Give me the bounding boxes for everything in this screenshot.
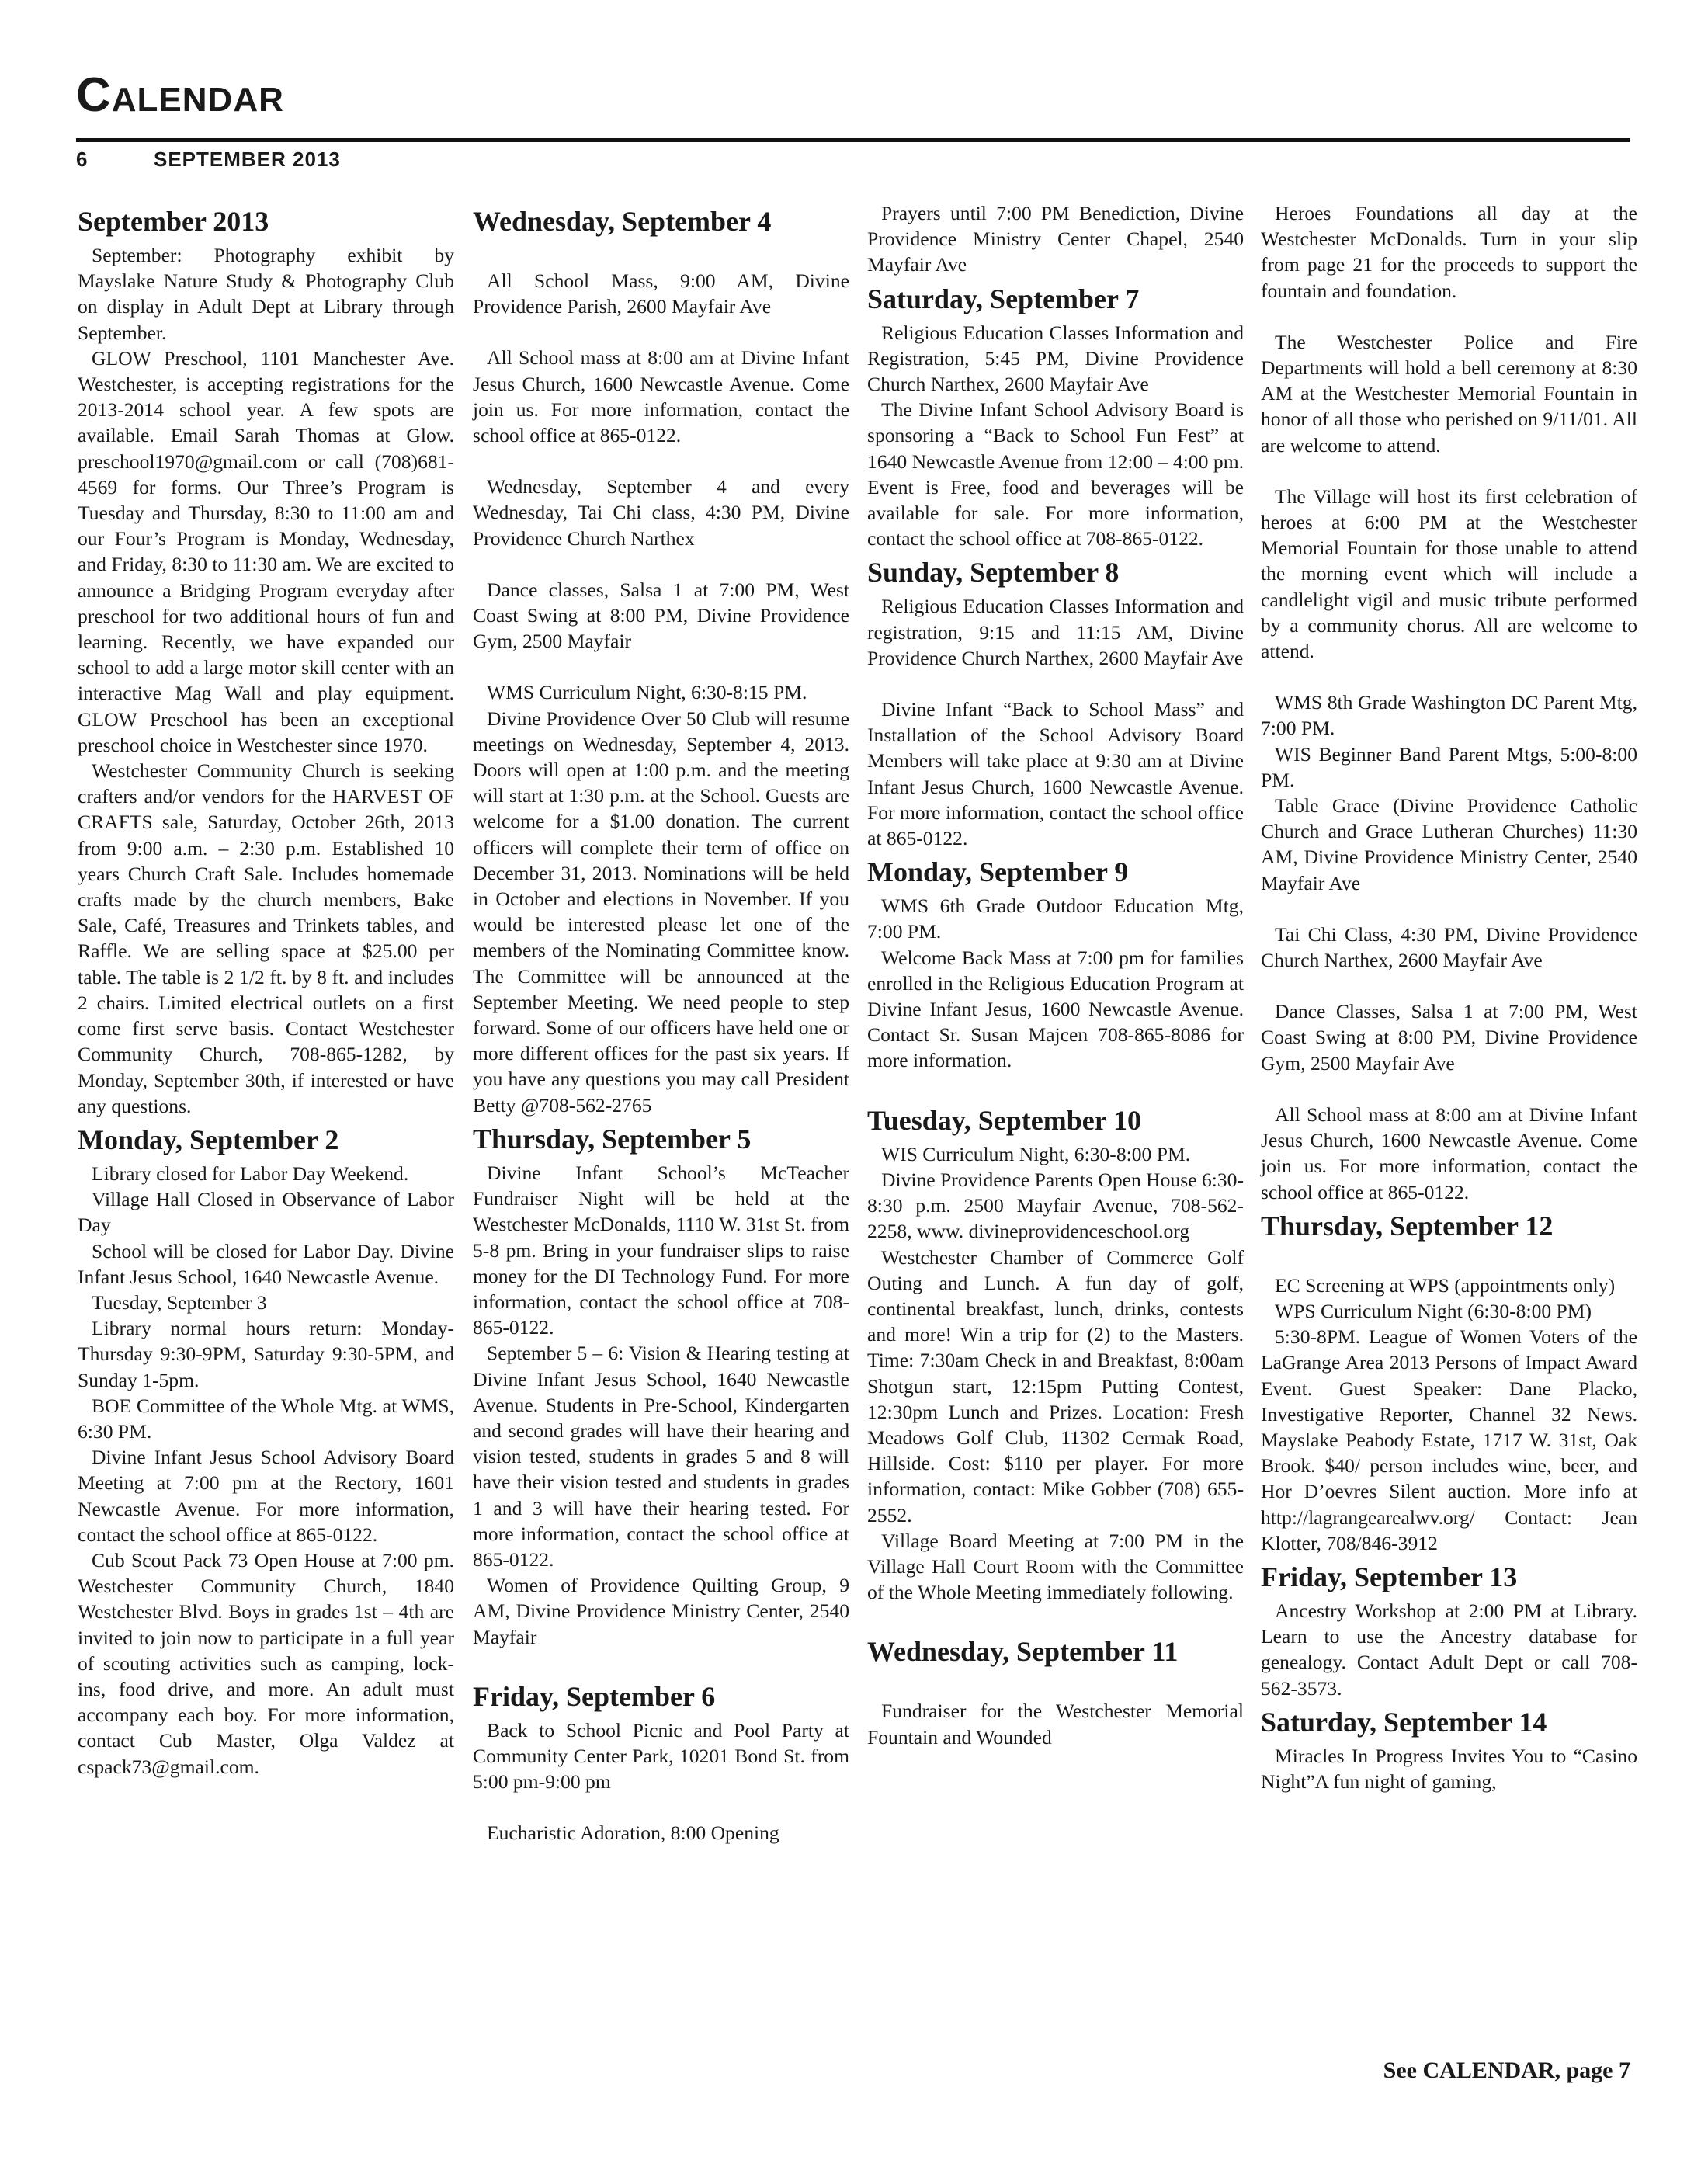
spacer — [867, 1074, 1244, 1099]
spacer — [473, 242, 849, 268]
event-listing: Prayers until 7:00 PM Benediction, Divine Providence Ministry Center Chapel, 2540 Mayfair Ave — [867, 202, 1244, 276]
event-listing: Divine Infant “Back to School Mass” and Installation of the School Advisory Board Members will take place at 9:30 am at Divine Infant Jesus Church, 1600 Newcastle Avenue. For more information, contact the school office at 865-0122. — [867, 698, 1244, 850]
event-listing: Westchester Chamber of Commerce Golf Outing and Lunch. A fun day of golf, continental breakfast, lunch, drinks, contests and more! Win a trip for (2) to the Masters. Time: 7:30am Check in and Breakfast, 8:00am Shotgun start, 12:15pm Putting Contest, 12:30pm Lunch and Prizes. Location: Fresh Meadows Golf Club, 11302 Cermak Road, Hillside. Cost: $110 per player. For more information, contact: Mike Gobber (708) 655-2552. — [867, 1245, 1244, 1526]
spacer — [473, 319, 849, 345]
event-listing: All School Mass, 9:00 AM, Divine Providence Parish, 2600 Mayfair Ave — [473, 269, 849, 318]
event-listing: Table Grace (Divine Providence Catholic Church and Grace Lutheran Churches) 11:30 AM, Divine Providence Ministry Center, 2540 Mayfair Ave — [1261, 794, 1637, 894]
event-listing: School will be closed for Labor Day. Divine Infant Jesus School, 1640 Newcastle Avenue. — [78, 1239, 454, 1288]
spacer — [867, 671, 1244, 696]
day-heading: Tuesday, September 10 — [867, 1104, 1142, 1136]
event-listing: Divine Infant Jesus School Advisory Board Meeting at 7:00 pm at the Rectory, 1601 Newcastle Avenue. For more information, contact the school office at 865-0122. — [78, 1446, 454, 1546]
event-listing: WMS 8th Grade Washington DC Parent Mtg, 7:00 PM. — [1261, 691, 1637, 740]
spacer — [473, 654, 849, 679]
event-listing: Divine Providence Parents Open House 6:30-8:30 p.m. 2500 Mayfair Avenue, 708-562-2258, www. divineprovidenceschool.org — [867, 1168, 1244, 1243]
event-listing: Welcome Back Mass at 7:00 pm for families enrolled in the Religious Education Program at Divine Infant Jesus, 1600 Newcastle Avenue. Contact Sr. Susan Majcen 708-865-8086 for more information. — [867, 946, 1244, 1072]
spacer — [1261, 1247, 1637, 1273]
event-listing: Tuesday, September 3 — [92, 1290, 267, 1314]
event-listing: All School mass at 8:00 am at Divine Infant Jesus Church, 1600 Newcastle Avenue. Come join us. For more information, contact the school office at 865-0122. — [1261, 1103, 1637, 1203]
event-listing: Heroes Foundations all day at the Westchester McDonalds. Turn in your slip from page 21 for the proceeds to support the fountain and foundation. — [1261, 202, 1637, 302]
event-listing: BOE Committee of the Whole Mtg. at WMS, 6:30 PM. — [78, 1394, 454, 1443]
event-listing: All School mass at 8:00 am at Divine Infant Jesus Church, 1600 Newcastle Avenue. Come join us. For more information, contact the school office at 865-0122. — [473, 346, 849, 447]
event-listing: Village Hall Closed in Observance of Labor Day — [78, 1188, 454, 1237]
issue-date: SEPTEMBER 2013 — [154, 148, 341, 171]
day-heading: Monday, September 9 — [867, 856, 1129, 888]
day-heading: Saturday, September 14 — [1261, 1706, 1547, 1738]
event-listing: EC Screening at WPS (appointments only) — [1275, 1273, 1616, 1297]
spacer — [1261, 1076, 1637, 1102]
event-listing: September 5 – 6: Vision & Hearing testing at Divine Infant Jesus School, 1640 Newcastle Avenue. Students in Pre-School, Kindergarten and second grades will have their hearing and vision tested, students in grades 5 and 8 will have their vision tested and students in grades 1 and 3 will have their hearing tested. For more information, contact the school office at 865-0122. — [473, 1342, 849, 1571]
event-listing: Tai Chi Class, 4:30 PM, Divine Providence Church Narthex, 2600 Mayfair Ave — [1261, 922, 1637, 972]
spacer — [1261, 664, 1637, 689]
event-listing: The Westchester Police and Fire Departments will hold a bell ceremony at 8:30 AM at the Westchester Memorial Fountain in honor of all those who perished on 9/11/01. All are welcome to attend. — [1261, 330, 1637, 457]
column-3 — [867, 200, 1244, 1750]
event-listing: WMS 6th Grade Outdoor Education Mtg, 7:00 PM. — [867, 894, 1244, 943]
event-listing: WIS Curriculum Night, 6:30-8:00 PM. — [881, 1142, 1191, 1165]
day-heading: September 2013 — [78, 206, 269, 237]
event-listing: Women of Providence Quilting Group, 9 AM, Divine Providence Ministry Center, 2540 Mayfair — [473, 1574, 849, 1648]
event-listing: Dance Classes, Salsa 1 at 7:00 PM, West Coast Swing at 8:00 PM, Divine Providence Gym, 2500 Mayfair Ave — [1261, 1000, 1637, 1075]
column-1 — [78, 200, 454, 1780]
event-listing: 5:30-8PM. League of Women Voters of the LaGrange Area 2013 Persons of Impact Award Event. Guest Speaker: Dane Placko, Investigative Reporter, Channel 32 News. Mayslake Peabody Estate, 1717 W. 31st, Oak Brook. $40/ person includes wine, beer, and Hor D’oevres Silent auction. More info at http://lagrangearealwv.org/ Contact: Jean Klotter, 708/846-3912 — [1261, 1325, 1637, 1554]
event-listing: Ancestry Workshop at 2:00 PM at Library. Learn to use the Ancestry database for genealogy. Contact Adult Dept or call 708-562-3573. — [1261, 1599, 1637, 1700]
spacer — [1261, 304, 1637, 329]
day-heading: Saturday, September 7 — [867, 283, 1140, 314]
event-listing: Divine Infant School’s McTeacher Fundraiser Night will be held at the Westchester McDonalds, 1110 W. 31st St. from 5-8 pm. Bring in your fundraiser slips to raise money for the DI Technology Fund. For more information, contact the school office at 708-865-0122. — [473, 1161, 849, 1339]
section-title — [76, 68, 1632, 122]
spacer — [1261, 458, 1637, 484]
event-listing: WMS Curriculum Night, 6:30-8:15 PM. — [487, 681, 807, 704]
event-listing: Eucharistic Adoration, 8:00 Opening — [487, 1822, 779, 1845]
day-heading: Sunday, September 8 — [867, 557, 1120, 589]
folio — [76, 148, 341, 172]
event-listing: WIS Beginner Band Parent Mtgs, 5:00-8:00 PM. — [1261, 742, 1637, 791]
event-listing: Dance classes, Salsa 1 at 7:00 PM, West Coast Swing at 8:00 PM, Divine Providence Gym, 2500 Mayfair — [473, 578, 849, 653]
event-listing: Fundraiser for the Westchester Memorial Fountain and Wounded — [867, 1700, 1244, 1749]
event-listing: The Divine Infant School Advisory Board is sponsoring a “Back to School Fun Fest” at 1640 Newcastle Avenue from 12:00 – 4:00 pm. Event is Free, food and beverages will be available for sale. For more information, contact the school office at 708-865-0122. — [867, 398, 1244, 550]
event-listing: Religious Education Classes Information and registration, 9:15 and 11:15 AM, Divine Providence Church Narthex, 2600 Mayfair Ave — [867, 595, 1244, 669]
event-listing: Wednesday, September 4 and every Wednesday, Tai Chi class, 4:30 PM, Divine Providence Church Narthex — [473, 475, 849, 550]
event-listing: Cub Scout Pack 73 Open House at 7:00 pm. Westchester Community Church, 1840 Westchester Blvd. Boys in grades 1st – 4th are invited to join now to participate in a full year of scouting activities such as camping, lock-ins, food drive, and more. An adult must accompany each boy. For more information, contact Cub Master, Olga Valdez at cspack73@gmail.com. — [78, 1548, 454, 1778]
spacer — [473, 551, 849, 577]
day-heading: Thursday, September 12 — [1261, 1210, 1554, 1242]
spacer — [867, 1605, 1244, 1630]
event-listing: Back to School Picnic and Pool Party at Community Center Park, 10201 Bond St. from 5:00 pm-9:00 pm — [473, 1718, 849, 1794]
spacer — [473, 448, 849, 474]
spacer — [473, 1650, 849, 1676]
spacer — [1261, 896, 1637, 922]
day-heading: Monday, September 2 — [78, 1123, 339, 1155]
event-listing: Village Board Meeting at 7:00 PM in the Village Hall Court Room with the Committee of the Whole Meeting immediately following. — [867, 1529, 1244, 1604]
event-listing: Westchester Community Church is seeking crafters and/or vendors for the HARVEST OF CRAFTS sale, Saturday, October 26th, 2013 from 9:00 a.m. – 2:30 p.m. Established 10 years Church Craft Sale. Includes homemade crafts made by the church members, Bake Sale, Café, Treasures and Trinkets tables, and Raffle. We are selling space at $25.00 per table. The table is 2 1/2 ft. by 8 ft. and includes 2 chairs. Limited electrical outlets on a first come first serve basis. Contact Westchester Community Church, 708-865-1282, by Monday, September 30th, if interested or have any questions. — [78, 759, 454, 1117]
event-listing: The Village will host its first celebration of heroes at 6:00 PM at the Westchester Memorial Fountain for those unable to attend the morning event which will include a candlelight vigil and music tribute performed by a community chorus. All are welcome to attend. — [1261, 484, 1637, 663]
event-listing: Library normal hours return: Monday-Thursday 9:30-9PM, Saturday 9:30-5PM, and Sunday 1-5pm. — [78, 1317, 454, 1391]
event-listing: Library closed for Labor Day Weekend. — [92, 1162, 409, 1185]
section-title-rest: ALENDAR — [111, 81, 284, 119]
section-title-initial: C — [76, 68, 112, 122]
masthead — [76, 68, 1632, 122]
day-heading: Wednesday, September 4 — [473, 206, 772, 237]
spacer — [473, 1794, 849, 1820]
spacer — [867, 1672, 1244, 1698]
event-listing: September: Photography exhibit by Mayslake Nature Study & Photography Club on display in Adult Dept at Library through September. — [78, 244, 454, 344]
day-heading: Wednesday, September 11 — [867, 1636, 1179, 1668]
event-listing: GLOW Preschool, 1101 Manchester Ave. Westchester, is accepting registrations for the 2013-2014 school year. A few spots are available. Email Sarah Thomas at Glow. preschool1970@gmail.com or call (708)681-4569 for forms. Our Three’s Program is Tuesday and Thursday, 8:30 to 11:00 am and our Four’s Program is Monday, Wednesday, and Friday, 8:30 to 11:30 am. We are excited to announce a Bridging Program everyday after preschool for two additional hours of fun and learning. Recently, we have expanded our school to add a large motor skill center with an interactive Mag Wall and play equipment. GLOW Preschool has been an exceptional preschool choice in Westchester since 1970. — [78, 346, 454, 756]
event-listing: Miracles In Progress Invites You to “Casino Night”A fun night of gaming, — [1261, 1744, 1637, 1793]
header-rule — [76, 138, 1630, 142]
continued-note: See CALENDAR, page 7 — [1383, 2058, 1630, 2083]
event-listing: Religious Education Classes Information and Registration, 5:45 PM, Divine Providence Church Narthex, 2600 Mayfair Ave — [867, 321, 1244, 396]
day-heading: Friday, September 13 — [1261, 1561, 1518, 1592]
spacer — [1261, 973, 1637, 998]
event-listing: Divine Providence Over 50 Club will resume meetings on Wednesday, September 4, 2013. Doors will open at 1:00 p.m. and the meeting will start at 1:30 p.m. at the School. Guests are welcome for a $1.00 donation. The current officers will complete their term of office on December 31, 2013. Nominations will be held in October and elections in November. If you would be interested please let one of the members of the Nominating Committee know. The Committee will be announced at the September Meeting. We need people to step forward. Some of our officers have held one or more different offices for the past six years. If you have any questions you may call President Betty @708-562-2765 — [473, 707, 849, 1117]
event-listing: WPS Curriculum Night (6:30-8:00 PM) — [1275, 1299, 1592, 1322]
day-heading: Friday, September 6 — [473, 1680, 716, 1712]
column-4 — [1261, 200, 1637, 1794]
page-number: 6 — [76, 148, 89, 171]
day-heading: Thursday, September 5 — [473, 1123, 752, 1155]
column-2 — [473, 200, 849, 1846]
